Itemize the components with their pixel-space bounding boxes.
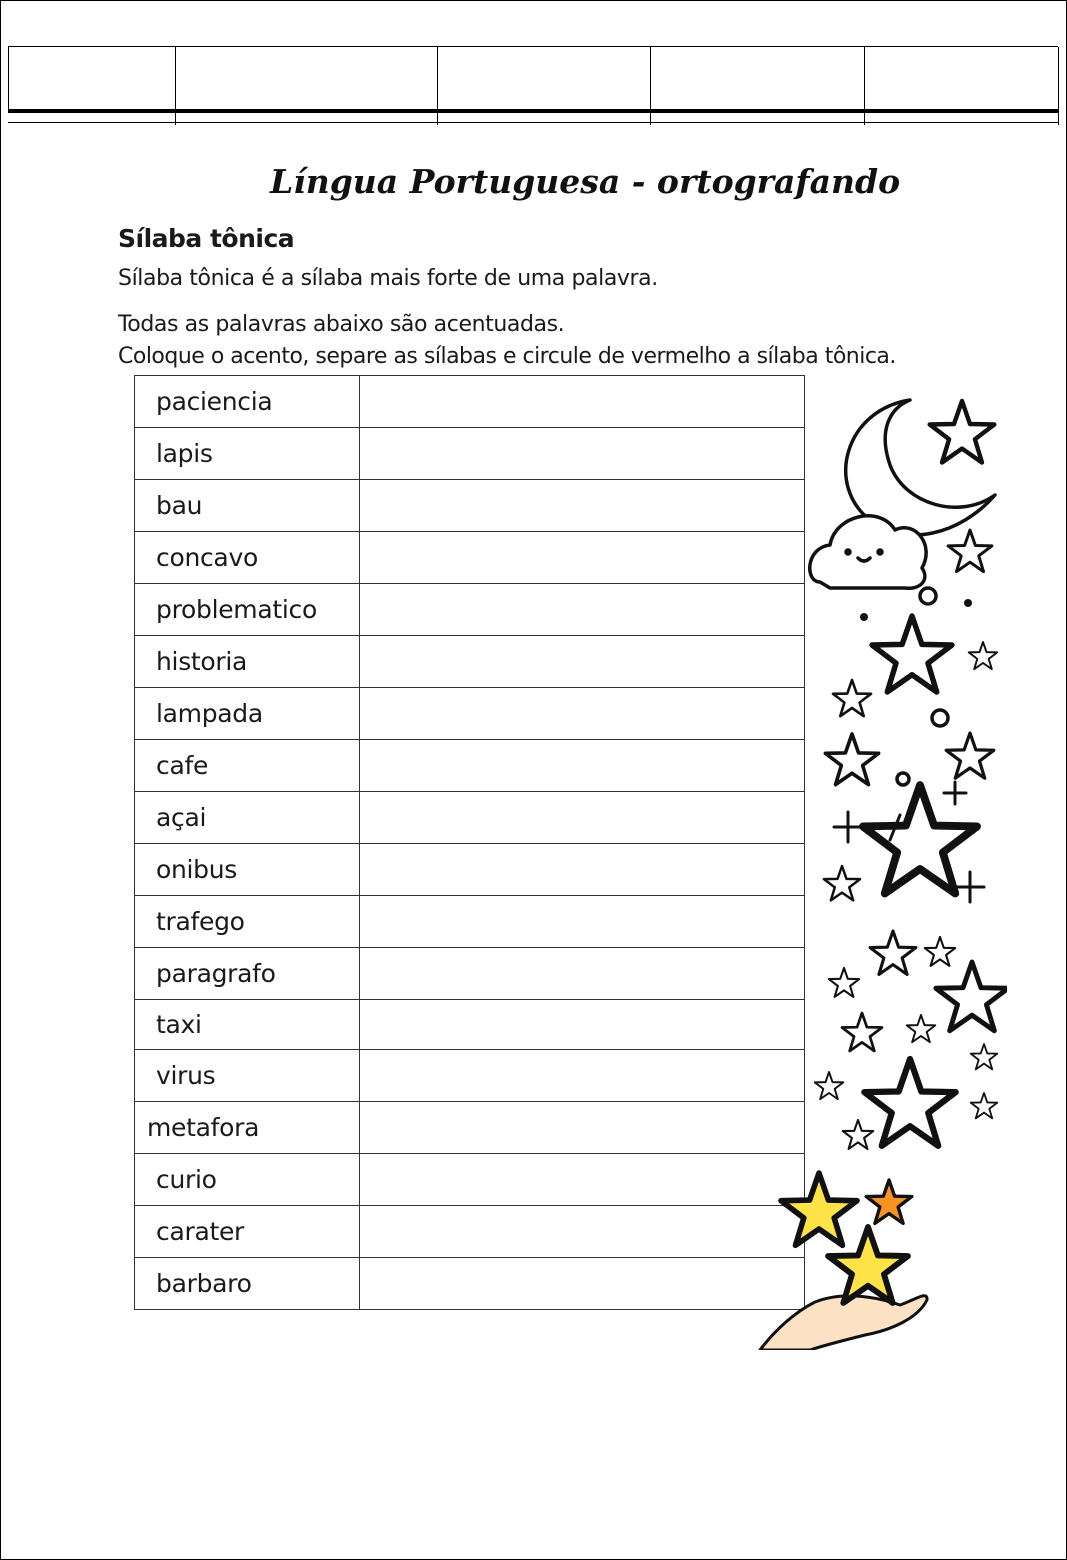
word-cell: problematico — [135, 584, 360, 636]
star-icon — [925, 937, 955, 966]
word-cell: taxi — [135, 1000, 360, 1050]
answer-cell[interactable] — [359, 532, 804, 584]
table-row — [135, 948, 805, 1000]
table-row — [135, 636, 805, 688]
word-cell: concavo — [135, 532, 360, 584]
header-cell — [865, 47, 1059, 125]
answer-cell[interactable] — [359, 740, 804, 792]
answer-cell[interactable] — [359, 1000, 804, 1050]
star-icon — [781, 1173, 857, 1245]
table-row — [135, 896, 805, 948]
table-row — [135, 688, 805, 740]
table-row — [135, 792, 805, 844]
star-icon — [907, 1015, 936, 1042]
star-icon — [969, 642, 998, 669]
word-cell: curio — [135, 1154, 360, 1206]
answer-cell[interactable] — [359, 376, 804, 428]
header-bottom-line — [8, 122, 1058, 123]
star-icon — [936, 962, 1007, 1031]
answer-cell[interactable] — [359, 480, 804, 532]
word-cell: lampada — [135, 688, 360, 740]
table-row — [135, 584, 805, 636]
star-icon — [842, 1013, 882, 1051]
answer-cell[interactable] — [359, 948, 804, 1000]
star-icon — [815, 1072, 844, 1099]
instruction-text: Todas as palavras abaixo são acentuadas. — [118, 312, 565, 337]
answer-cell[interactable] — [359, 1154, 804, 1206]
table-row — [135, 844, 805, 896]
answer-cell[interactable] — [359, 844, 804, 896]
word-table — [134, 375, 805, 1310]
instruction-text: Coloque o acento, separe as sílabas e circule de vermelho a sílaba tônica. — [118, 344, 896, 369]
star-icon — [872, 616, 952, 692]
word-cell: virus — [135, 1050, 360, 1102]
word-cell: trafego — [135, 896, 360, 948]
answer-cell[interactable] — [359, 584, 804, 636]
table-row — [135, 1050, 805, 1102]
answer-cell[interactable] — [359, 1258, 804, 1310]
header-row — [8, 46, 1058, 110]
table-row — [135, 1258, 805, 1310]
star-icon — [971, 1044, 998, 1069]
table-row — [135, 1000, 805, 1050]
word-cell: bau — [135, 480, 360, 532]
answer-cell[interactable] — [359, 688, 804, 740]
word-cell: açai — [135, 792, 360, 844]
header-cell — [176, 47, 438, 125]
table-row — [135, 740, 805, 792]
star-icon — [833, 680, 871, 716]
section-heading: Sílaba tônica — [118, 224, 295, 253]
page-title: Língua Portuguesa - ortografando — [270, 162, 901, 201]
answer-cell[interactable] — [359, 1102, 804, 1154]
table-row — [135, 532, 805, 584]
word-cell: lapis — [135, 428, 360, 480]
star-icon — [824, 866, 860, 900]
answer-cell[interactable] — [359, 1206, 804, 1258]
star-icon — [866, 1180, 912, 1223]
star-icon — [946, 733, 994, 778]
word-cell: paragrafo — [135, 948, 360, 1000]
header-cell — [651, 47, 865, 125]
definition-text: Sílaba tônica é a sílaba mais forte de uma palavra. — [118, 266, 658, 291]
table-row — [135, 1102, 805, 1154]
word-cell: metafora — [135, 1102, 360, 1154]
header-table — [8, 46, 1058, 124]
header-cell — [438, 47, 651, 125]
table-row — [135, 376, 805, 428]
answer-cell[interactable] — [359, 1050, 804, 1102]
header-cell — [9, 47, 176, 125]
word-cell: onibus — [135, 844, 360, 896]
answer-cell[interactable] — [359, 792, 804, 844]
word-cell: cafe — [135, 740, 360, 792]
star-icon — [829, 968, 859, 997]
table-row — [135, 480, 805, 532]
answer-cell[interactable] — [359, 896, 804, 948]
answer-cell[interactable] — [359, 636, 804, 688]
star-icon — [825, 734, 878, 785]
star-icon — [863, 785, 977, 894]
word-cell: barbaro — [135, 1258, 360, 1310]
table-row — [135, 1154, 805, 1206]
header-rule — [8, 109, 1058, 113]
word-cell: paciencia — [135, 376, 360, 428]
word-cell: historia — [135, 636, 360, 688]
cloud-icon — [810, 516, 926, 588]
table-row — [135, 428, 805, 480]
star-icon — [948, 530, 992, 572]
answer-cell[interactable] — [359, 428, 804, 480]
star-icon — [843, 1120, 873, 1149]
table-row — [135, 1206, 805, 1258]
star-icon — [930, 401, 995, 463]
star-icon — [864, 1059, 955, 1146]
decoration-illustration — [755, 385, 1007, 1350]
star-icon — [870, 931, 916, 974]
star-icon — [971, 1093, 998, 1118]
word-cell: carater — [135, 1206, 360, 1258]
